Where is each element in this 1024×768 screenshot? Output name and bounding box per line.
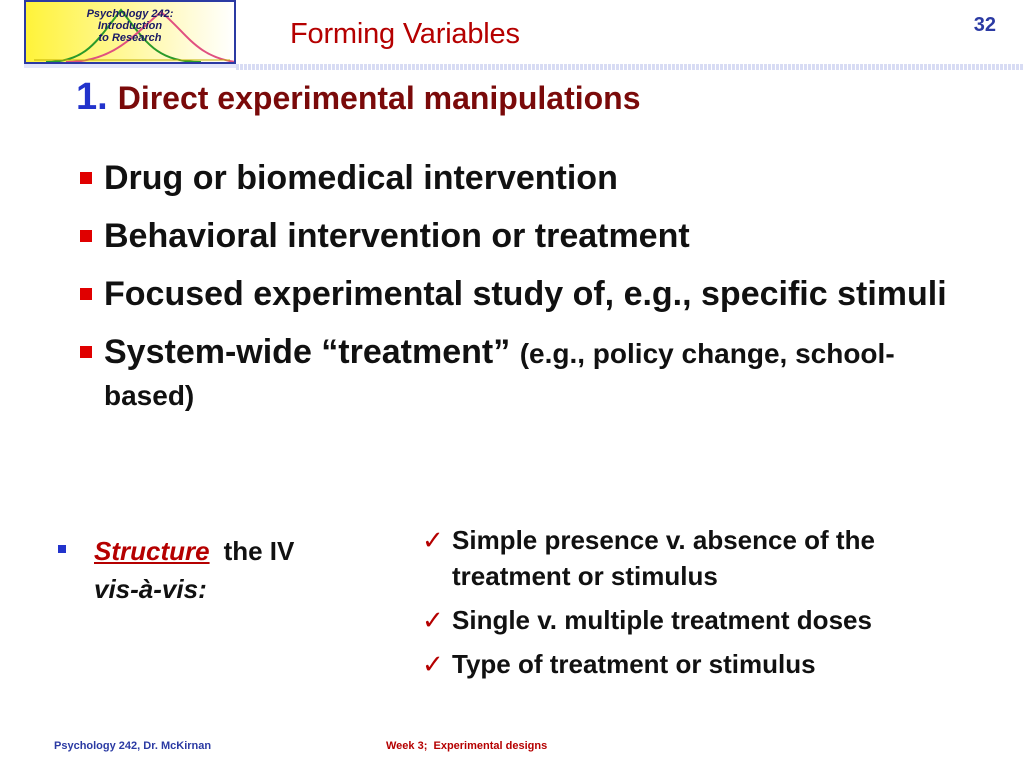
structure-rest: the IV: [223, 536, 295, 566]
logo-line-1: Psychology 242:: [86, 8, 174, 20]
bullet-text: System-wide “treatment”: [104, 333, 511, 371]
logo-text: [70, 8, 190, 44]
check-list: [422, 522, 982, 690]
bullet-note: (e.g., policy change, school-based): [104, 338, 895, 411]
checkmark-icon: ✓: [422, 605, 444, 635]
bullet-text: Behavioral intervention or treatment: [104, 217, 690, 255]
structure-word: Structure: [94, 536, 210, 566]
footer-course: Psychology 242, Dr. McKirnan: [54, 740, 212, 752]
bullet-item: [78, 274, 978, 314]
red-square-bullet-icon: [80, 230, 92, 242]
check-text: Type of treatment or stimulus: [452, 649, 816, 679]
section-heading: [76, 76, 641, 119]
header-rule-left: [24, 64, 236, 68]
check-item: [422, 522, 982, 594]
footer-week: Week 3; Experimental designs: [386, 740, 548, 752]
slide-header-title: Forming Variables: [290, 18, 520, 50]
logo-line-2: Introduction: [97, 20, 163, 32]
section-number: 1.: [76, 76, 108, 118]
structure-label: [58, 532, 294, 608]
bullet-item: [78, 216, 978, 256]
red-square-bullet-icon: [80, 346, 92, 358]
blue-square-bullet-icon: [58, 545, 66, 553]
course-logo: [24, 0, 236, 64]
logo-line-3: to Research: [98, 32, 162, 44]
bullet-item: [78, 332, 978, 416]
checkmark-icon: ✓: [422, 649, 444, 679]
slide-number: 32: [973, 14, 996, 36]
header-rule: [236, 64, 1024, 70]
check-text: Simple presence v. absence of the treatment or stimulus: [452, 525, 875, 591]
bullet-item: [78, 158, 978, 198]
red-square-bullet-icon: [80, 288, 92, 300]
structure-line-2: vis-à-vis:: [94, 574, 207, 604]
checkmark-icon: ✓: [422, 525, 444, 555]
check-text: Single v. multiple treatment doses: [452, 605, 872, 635]
red-square-bullet-icon: [80, 172, 92, 184]
bullet-text: Drug or biomedical intervention: [104, 159, 618, 197]
bullet-text: Focused experimental study of, e.g., specific stimuli: [104, 275, 947, 313]
bullet-list: [78, 158, 978, 434]
check-item: [422, 646, 982, 682]
check-item: [422, 602, 982, 638]
section-heading-text: Direct experimental manipulations: [117, 80, 641, 116]
